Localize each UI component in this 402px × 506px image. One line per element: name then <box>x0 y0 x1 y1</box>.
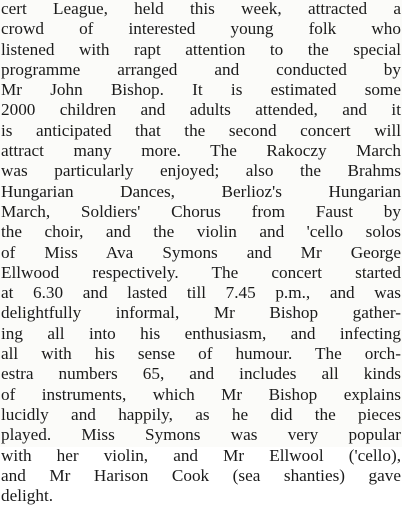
text-line-12: the choir, and the violin and 'cello solos <box>1 222 401 242</box>
text-line-1: cert League, held this week, attracted a <box>1 0 401 18</box>
text-line-16: delightfully informal, Mr Bishop gather- <box>1 303 401 323</box>
text-line-21: lucidly and happily, as he did the pieces <box>1 404 401 424</box>
text-line-14: Ellwood respectively. The concert started <box>1 262 401 282</box>
text-line-11: March, Soldiers' Chorus from Faust by <box>1 201 401 221</box>
text-line-17: ing all into his enthusiasm, and infecting <box>1 323 401 343</box>
article-text <box>1 0 401 506</box>
text-line-4: programme arranged and conducted by <box>1 59 401 79</box>
text-line-7: is anticipated that the second concert will <box>1 120 401 140</box>
text-line-25: delight. <box>1 486 54 506</box>
text-line-6: 2000 children and adults attended, and it <box>1 100 401 120</box>
text-line-19: estra numbers 65, and includes all kinds <box>1 364 401 384</box>
text-line-5: Mr John Bishop. It is estimated some <box>1 80 401 100</box>
text-line-20: of instruments, which Mr Bishop explains <box>1 384 401 404</box>
text-line-9: was particularly enjoyed; also the Brahms <box>1 161 401 181</box>
text-line-23: with her violin, and Mr Ellwool ('cello), <box>1 445 401 465</box>
text-line-22: played. Miss Symons was very popular <box>1 425 401 445</box>
text-line-13: of Miss Ava Symons and Mr George <box>1 242 401 262</box>
text-line-10: Hungarian Dances, Berlioz's Hungarian <box>1 181 401 201</box>
text-line-8: attract many more. The Rakoczy March <box>1 141 401 161</box>
text-line-24: and Mr Harison Cook (sea shanties) gave <box>1 465 401 485</box>
text-line-15: at 6.30 and lasted till 7.45 p.m., and was <box>1 283 401 303</box>
text-line-3: listened with rapt attention to the special <box>1 39 401 59</box>
text-line-2: crowd of interested young folk who <box>1 19 401 39</box>
text-line-18: all with his sense of humour. The orch- <box>1 344 401 364</box>
